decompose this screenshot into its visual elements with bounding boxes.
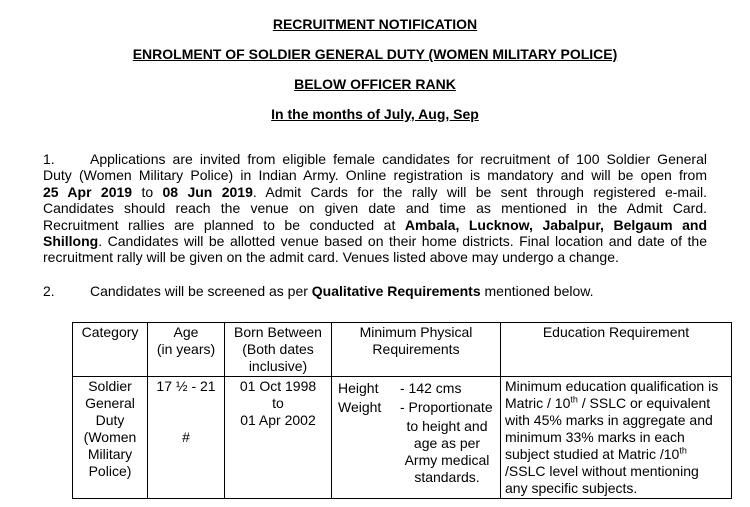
para1-line2: Duty (Women Military Police) in Indian Army. Online registration is mandatory and will be open from [43,167,707,184]
header-category: Category [73,323,148,377]
para2-number: 2. [43,283,55,299]
para1-line1: 1. Applications are invited from eligible female candidates for recruitment of 100 Soldier General [43,151,707,167]
cell-category: Soldier General Duty (Women Military Police) [73,377,148,499]
qualitative-requirements-table [72,322,732,499]
para1-line3: 25 Apr 2019 to 08 Jun 2019. Admit Cards for the rally will be sent through registered e-mail. [43,183,707,200]
table-row [73,377,732,499]
cell-education: Minimum education qualification is Matric / 10th / SSLC or equivalent with 45% marks in aggregate and minimum 33% marks in each subject studied at Matric /10th /SSLC level without mentioning any specific subjects. [501,377,732,499]
cell-physical: Height - 142 cms Weight - Proportionate to height and age as per Army medical standards. [332,377,501,499]
age-note-marker: # [182,429,190,445]
para1-line5: Recruitment rallies are planned to be conducted at Ambala, Lucknow, Jabalpur, Belgaum and [43,216,708,233]
para1-line7: recruitment rally will be given on the admit card. Venues listed above may undergo a change. [43,249,619,266]
paragraph-1 [43,151,707,266]
cell-age: 17 ½ - 21 # [148,377,225,499]
header-age: Age (in years) [148,323,225,377]
months-heading: In the months of July, Aug, Sep [271,106,479,122]
para1-number: 1. [43,151,55,167]
enrolment-subtitle: ENROLMENT OF SOLDIER GENERAL DUTY (WOMEN MILITARY POLICE) [132,46,618,62]
paragraph-2: 2. Candidates will be screened as per Qualitative Requirements mentioned below. [43,283,594,299]
notification-title: RECRUITMENT NOTIFICATION [272,16,478,32]
para1-line4: Candidates should reach the venue on given date and time as mentioned in the Admit Card. [43,200,707,217]
para1-line6: Shillong. Candidates will be allotted venue based on their home districts. Final location and date of the [43,233,707,250]
cell-born-between: 01 Oct 1998 to 01 Apr 2002 [225,377,332,499]
rank-heading: BELOW OFFICER RANK [294,76,456,92]
header-born-between: Born Between (Both dates inclusive) [225,323,332,377]
header-education: Education Requirement [501,323,732,377]
table-header-row [73,323,732,377]
header-physical: Minimum Physical Requirements [332,323,501,377]
